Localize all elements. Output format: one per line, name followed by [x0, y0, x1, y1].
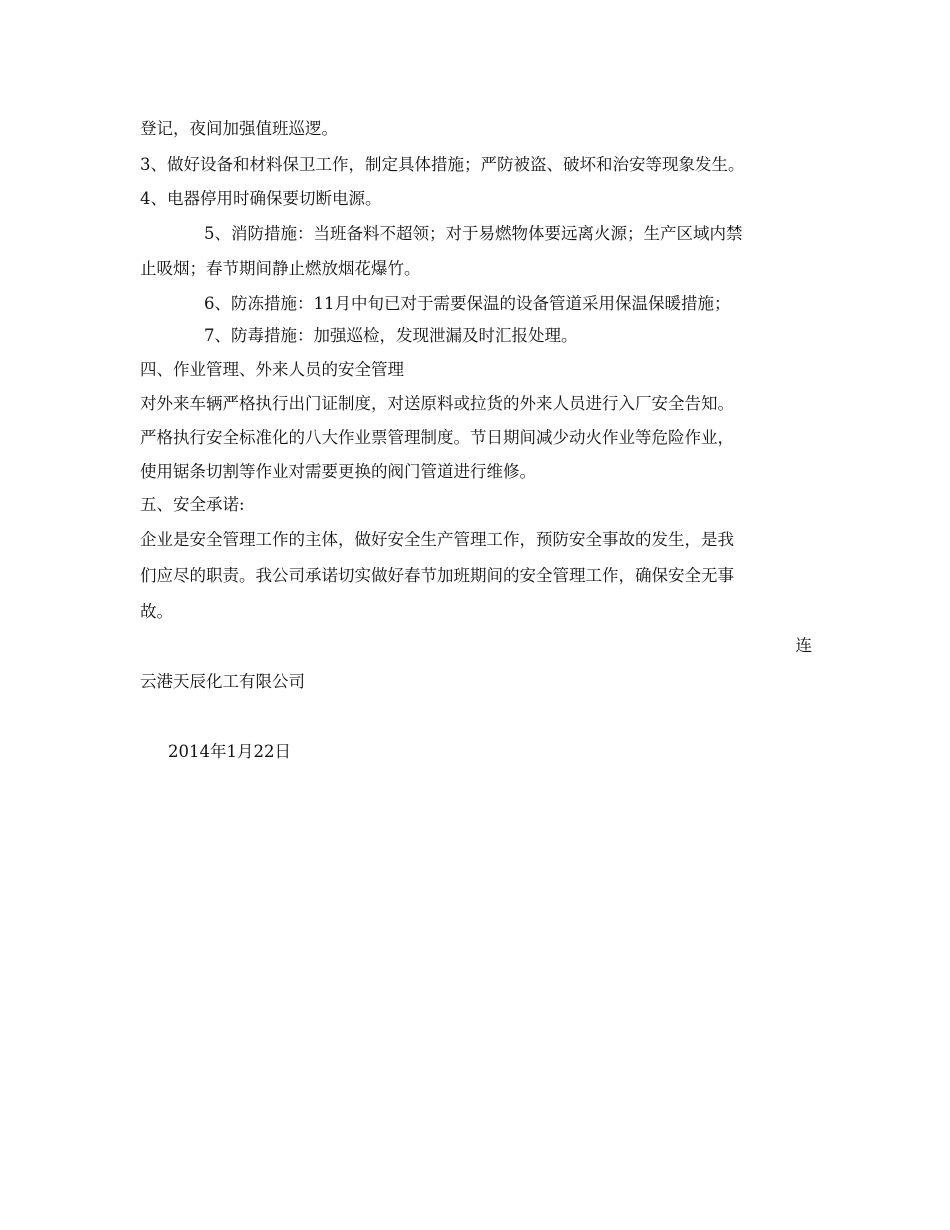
text-line: 严格执行安全标准化的八大作业票管理制度。节日期间减少动火作业等危险作业， [140, 428, 734, 447]
text-line: 6、防冻措施：11月中旬已对于需要保温的设备管道采用保温保暖措施； [204, 294, 731, 313]
text-line: 使用锯条切割等作业对需要更换的阀门管道进行维修。 [140, 462, 536, 481]
signature-company-start: 连 [795, 636, 812, 655]
text-line: 对外来车辆严格执行出门证制度，对送原料或拉货的外来人员进行入厂安全告知。 [140, 394, 734, 413]
text-line: 5、消防措施：当班备料不超领；对于易燃物体要远离火源；生产区域内禁 [204, 224, 743, 243]
text-line: 企业是安全管理工作的主体，做好安全生产管理工作，预防安全事故的发生，是我 [140, 530, 734, 549]
text-line: 3、做好设备和材料保卫工作，制定具体措施；严防被盗、破坏和治安等现象发生。 [140, 155, 745, 174]
text-line: 故。 [140, 602, 173, 621]
text-line: 4、电器停用时确保要切断电源。 [140, 189, 382, 208]
text-line: 登记，夜间加强值班巡逻。 [140, 119, 338, 138]
signature-date: 2014年1月22日 [168, 742, 291, 761]
section-heading: 五、安全承诺: [140, 495, 245, 514]
text-line: 们应尽的职责。我公司承诺切实做好春节加班期间的安全管理工作，确保安全无事 [140, 566, 734, 585]
text-line: 止吸烟；春节期间静止燃放烟花爆竹。 [140, 259, 421, 278]
signature-company: 云港天辰化工有限公司 [140, 672, 305, 691]
section-heading: 四、作业管理、外来人员的安全管理 [140, 360, 404, 379]
text-line: 7、防毒措施：加强巡检，发现泄漏及时汇报处理。 [204, 326, 578, 345]
